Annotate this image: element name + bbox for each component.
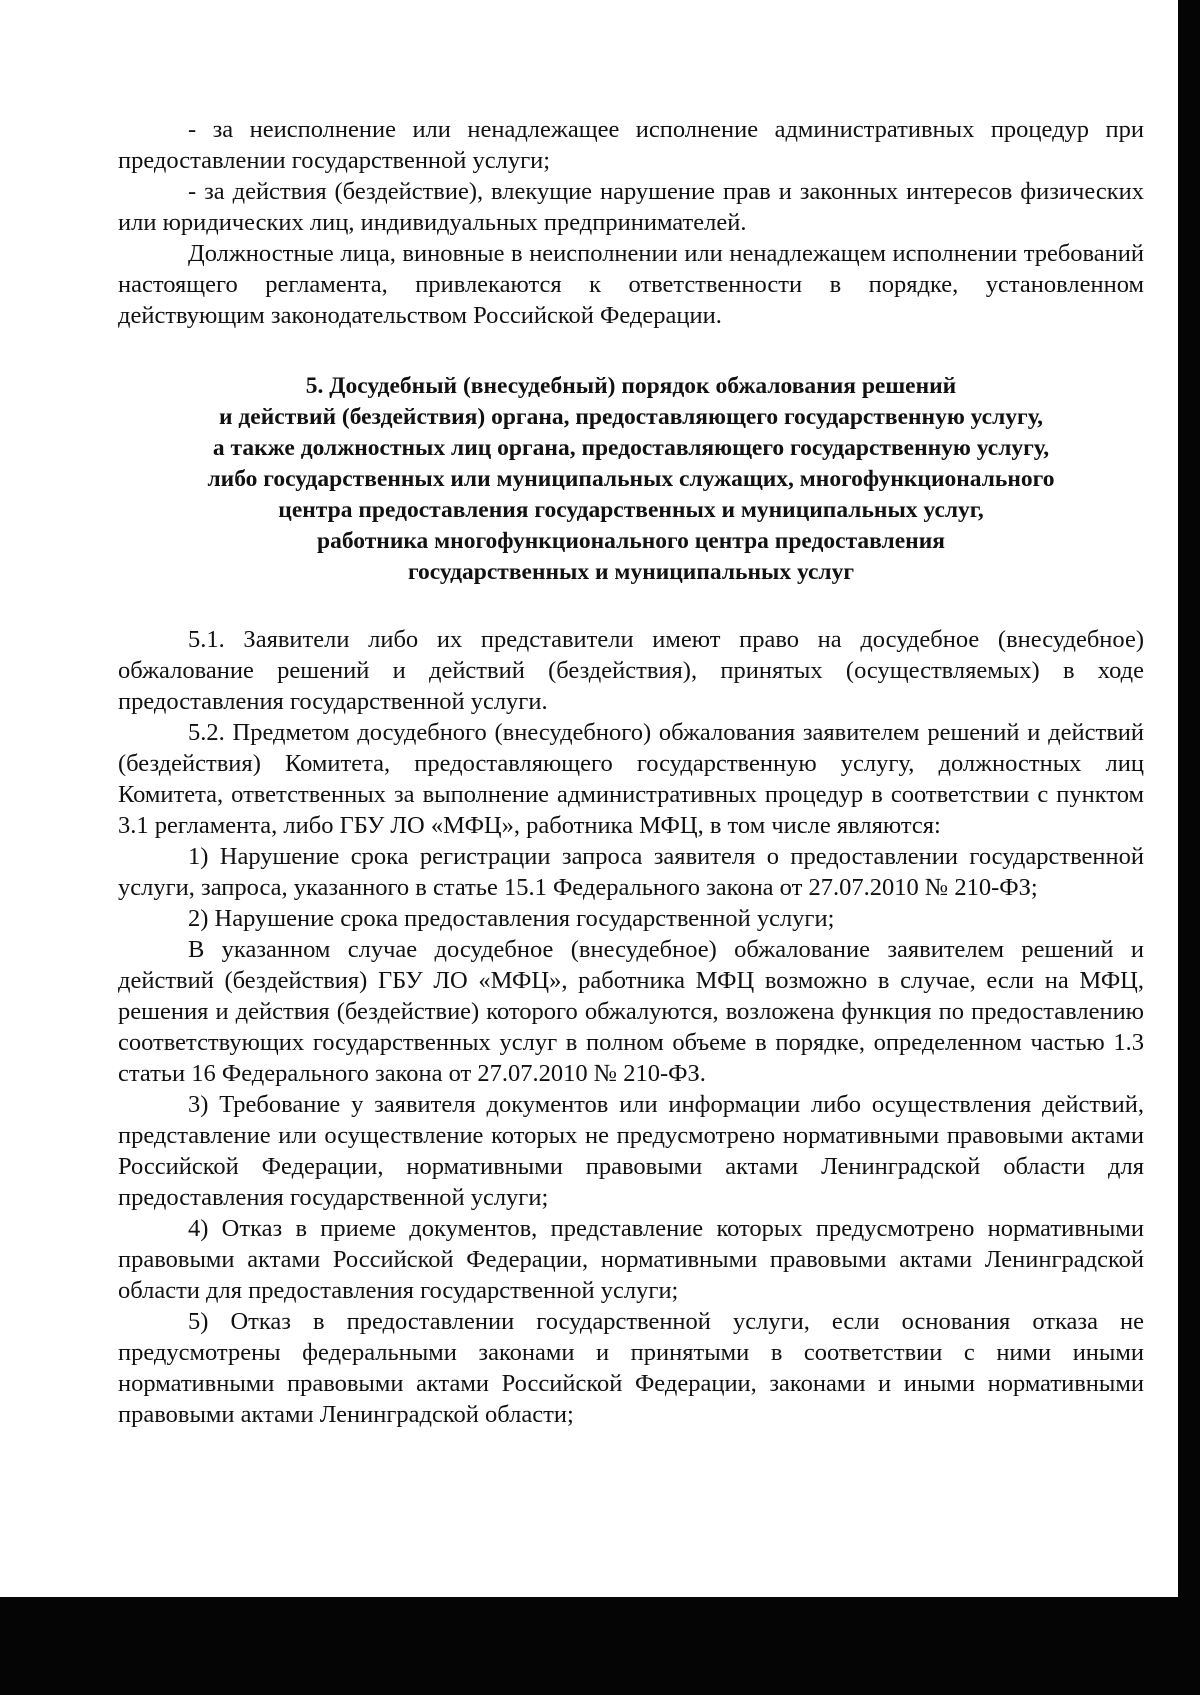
section-heading-line: а также должностных лиц органа, предоставляющего государственную услугу, [212, 435, 1050, 461]
section-heading-line: и действий (бездействия) органа, предоставляющего государственную услугу, [219, 404, 1043, 430]
paragraph-officials-liability: Должностные лица, виновные в неисполнении или ненадлежащем исполнении требований настоящего регламента, привлекаются к ответственности в порядке, установленном действующим законодательством Российской Федерации. [118, 240, 1144, 329]
list-item-4: 4) Отказ в приеме документов, представление которых предусмотрено нормативными правовыми актами Российской Федерации, нормативными правовыми актами Ленинградской области для предоставления государственной услуги; [118, 1215, 1144, 1304]
paragraph-nonperformance: - за неисполнение или ненадлежащее исполнение административных процедур при предоставлении государственной услуги; [118, 116, 1144, 174]
section-heading-line: работника многофункционального центра предоставления [317, 528, 945, 554]
paragraph-5-1: 5.1. Заявители либо их представители имеют право на досудебное (внесудебное) обжалование решений и действий (бездействия), принятых (осуществляемых) в ходе предоставления государственной услуги. [118, 626, 1144, 715]
document-page [118, 114, 1144, 1430]
paragraph-5-2: 5.2. Предметом досудебного (внесудебного) обжалования заявителем решений и действий (бездействия) Комитета, предоставляющего государственную услугу, должностных лиц Комитета, ответственных за выполнение административных процедур в соответствии с пунктом 3.1 регламента, либо ГБУ ЛО «МФЦ», работника МФЦ, в том числе являются: [118, 719, 1144, 839]
list-item-2: 2) Нарушение срока предоставления государственной услуги; [188, 905, 835, 932]
paragraph-actions-inaction: - за действия (бездействие), влекущие нарушение прав и законных интересов физических или юридических лиц, индивидуальных предпринимателей. [118, 178, 1144, 236]
list-item-1: 1) Нарушение срока регистрации запроса заявителя о предоставлении государственной услуги, запроса, указанного в статье 15.1 Федерального закона от 27.07.2010 № 210-ФЗ; [118, 843, 1144, 901]
scan-edge-bottom [0, 1597, 1200, 1695]
section-heading-line: государственных и муниципальных услуг [407, 559, 855, 585]
section-heading-line: либо государственных или муниципальных служащих, многофункционального [207, 466, 1055, 492]
list-item-3: 3) Требование у заявителя документов или информации либо осуществления действий, представление или осуществление которых не предусмотрено нормативными правовыми актами Российской Федерации, нормативными правовыми актами Ленинградской области для предоставления государственной услуги; [118, 1091, 1144, 1211]
section-heading-line: центра предоставления государственных и муниципальных услуг, [278, 497, 984, 523]
list-item-5: 5) Отказ в предоставлении государственной услуги, если основания отказа не предусмотрены федеральными законами и принятыми в соответствии с ними иными нормативными правовыми актами Российской Федерации, законами и иными нормативными правовыми актами Ленинградской области; [118, 1308, 1144, 1428]
paragraph-mfc-case: В указанном случае досудебное (внесудебное) обжалование заявителем решений и действий (бездействия) ГБУ ЛО «МФЦ», работника МФЦ возможно в случае, если на МФЦ, решения и действия (бездействие) которого обжалуются, возложена функция по предоставлению соответствующих государственных услуг в полном объеме в порядке, определенном частью 1.3 статьи 16 Федерального закона от 27.07.2010 № 210-ФЗ. [118, 936, 1144, 1087]
scan-edge-right [1178, 0, 1200, 1695]
section-heading-line: 5. Досудебный (внесудебный) порядок обжалования решений [305, 373, 957, 399]
section-heading [118, 371, 1144, 588]
